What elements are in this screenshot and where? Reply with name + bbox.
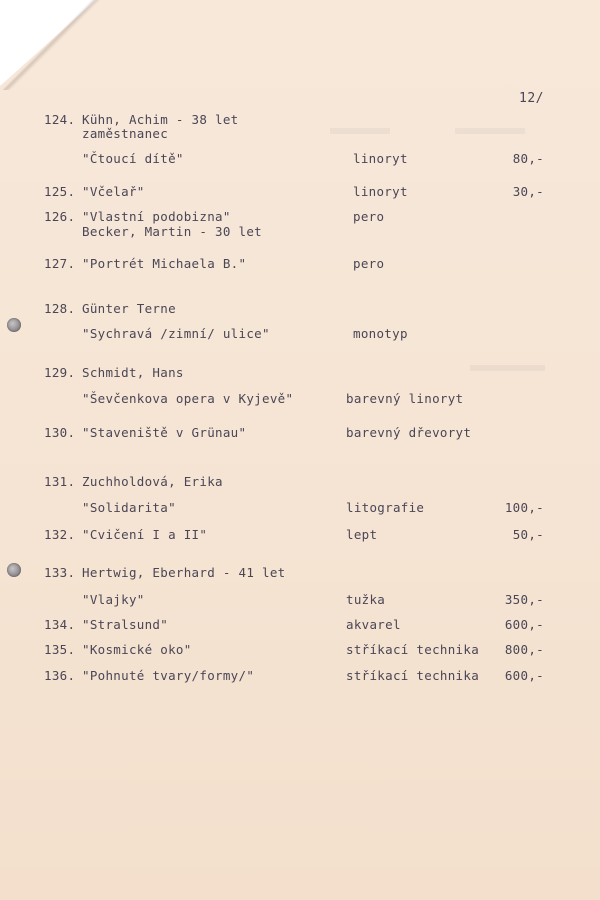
entry-technique: monotyp xyxy=(353,326,408,341)
entry-title: "Ševčenkova opera v Kyjevě" xyxy=(82,391,294,406)
entry-technique: lept xyxy=(346,527,378,542)
entry-technique: akvarel xyxy=(346,617,401,632)
entry-number: 128. xyxy=(44,301,76,316)
entry-number: 131. xyxy=(44,474,76,489)
bleed-through-mark xyxy=(455,128,525,134)
page-number: 12/ xyxy=(519,91,544,106)
entry-technique: litografie xyxy=(346,500,425,515)
entry-price: 30,- xyxy=(512,184,544,199)
entry-price: 50,- xyxy=(512,527,544,542)
entry-title: "Pohnuté tvary/formy/" xyxy=(82,668,255,683)
entry-number: 133. xyxy=(44,565,76,580)
entry-number: 124. xyxy=(44,112,76,127)
entry-technique: barevný linoryt xyxy=(346,391,464,406)
entry-number: 134. xyxy=(44,617,76,632)
entry-number: 135. xyxy=(44,642,76,657)
entry-price: 600,- xyxy=(504,617,544,632)
entry-technique: linoryt xyxy=(353,184,408,199)
entry-title: "Sychravá /zimní/ ulice" xyxy=(82,326,270,341)
entry-price: 600,- xyxy=(504,668,544,683)
punch-hole-top xyxy=(7,318,21,332)
entry-technique: linoryt xyxy=(353,151,408,166)
entry-title: "Včelař" xyxy=(82,184,145,199)
entry-number: 125. xyxy=(44,184,76,199)
folded-corner-crease xyxy=(0,0,100,90)
entry-price: 800,- xyxy=(504,642,544,657)
entry-artist: Günter Terne xyxy=(82,301,176,316)
entry-technique: barevný dřevoryt xyxy=(346,425,472,440)
entry-artist: Schmidt, Hans xyxy=(82,365,184,380)
entry-technique: pero xyxy=(353,256,385,271)
bleed-through-mark xyxy=(330,128,390,134)
entry-number: 132. xyxy=(44,527,76,542)
entry-title: "Čtoucí dítě" xyxy=(82,151,184,166)
entry-title: "Cvičení I a II" xyxy=(82,527,208,542)
entry-price: 100,- xyxy=(504,500,544,515)
entry-title: "Vlastní podobizna" xyxy=(82,209,231,224)
entry-artist: Becker, Martin - 30 let xyxy=(82,224,262,239)
entry-title: "Kosmické oko" xyxy=(82,642,192,657)
entry-technique: pero xyxy=(353,209,385,224)
entry-number: 126. xyxy=(44,209,76,224)
entry-title: "Stralsund" xyxy=(82,617,169,632)
entry-technique: tužka xyxy=(346,592,386,607)
entry-title: "Vlajky" xyxy=(82,592,145,607)
entry-title: "Portrét Michaela B." xyxy=(82,256,247,271)
entry-occupation: zaměstnanec xyxy=(82,126,169,141)
punch-hole-bottom xyxy=(7,563,21,577)
entry-title: "Solidarita" xyxy=(82,500,176,515)
entry-technique: stříkací technika xyxy=(346,642,480,657)
entry-title: Kühn, Achim - 38 let xyxy=(82,112,239,127)
entry-number: 127. xyxy=(44,256,76,271)
entry-price: 80,- xyxy=(512,151,544,166)
entry-artist: Hertwig, Eberhard - 41 let xyxy=(82,565,286,580)
bleed-through-mark xyxy=(470,365,545,371)
entry-title: "Staveniště v Grünau" xyxy=(82,425,247,440)
entry-technique: stříkací technika xyxy=(346,668,480,683)
entry-number: 129. xyxy=(44,365,76,380)
entry-price: 350,- xyxy=(504,592,544,607)
entry-artist: Zuchholdová, Erika xyxy=(82,474,223,489)
entry-number: 136. xyxy=(44,668,76,683)
entry-number: 130. xyxy=(44,425,76,440)
